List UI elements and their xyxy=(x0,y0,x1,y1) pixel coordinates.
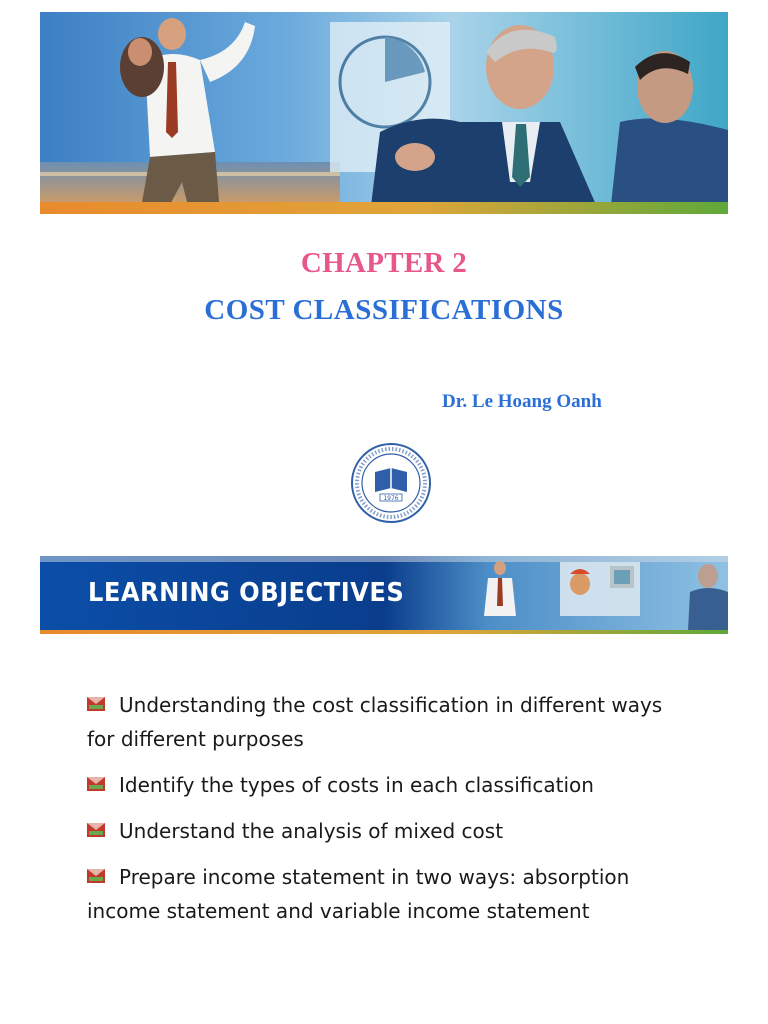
bullet-icon xyxy=(87,823,105,837)
bullet-icon xyxy=(87,777,105,791)
objective-text: Identify the types of costs in each classification xyxy=(119,773,594,797)
list-item xyxy=(87,768,687,802)
objectives-list xyxy=(87,688,687,940)
chapter-title: COST CLASSIFICATIONS xyxy=(204,294,564,326)
university-seal-logo xyxy=(350,442,432,524)
hero-banner xyxy=(40,12,728,214)
author-name: Dr. Le Hoang Oanh xyxy=(442,391,602,412)
objective-text: Understand the analysis of mixed cost xyxy=(119,819,504,843)
list-item xyxy=(87,814,687,848)
chapter-number: CHAPTER 2 xyxy=(300,247,468,279)
objectives-heading: LEARNING OBJECTIVES xyxy=(88,578,405,608)
list-item xyxy=(87,860,687,928)
bullet-icon xyxy=(87,869,105,883)
bullet-icon xyxy=(87,697,105,711)
objective-text: Understanding the cost classification in different ways for different purposes xyxy=(87,693,663,751)
objective-text: Prepare income statement in two ways: absorption income statement and variable income statement xyxy=(87,865,630,923)
list-item xyxy=(87,688,687,756)
objectives-banner xyxy=(40,556,728,634)
seal-year: 1976 xyxy=(383,495,399,502)
hero-photo xyxy=(40,12,728,214)
